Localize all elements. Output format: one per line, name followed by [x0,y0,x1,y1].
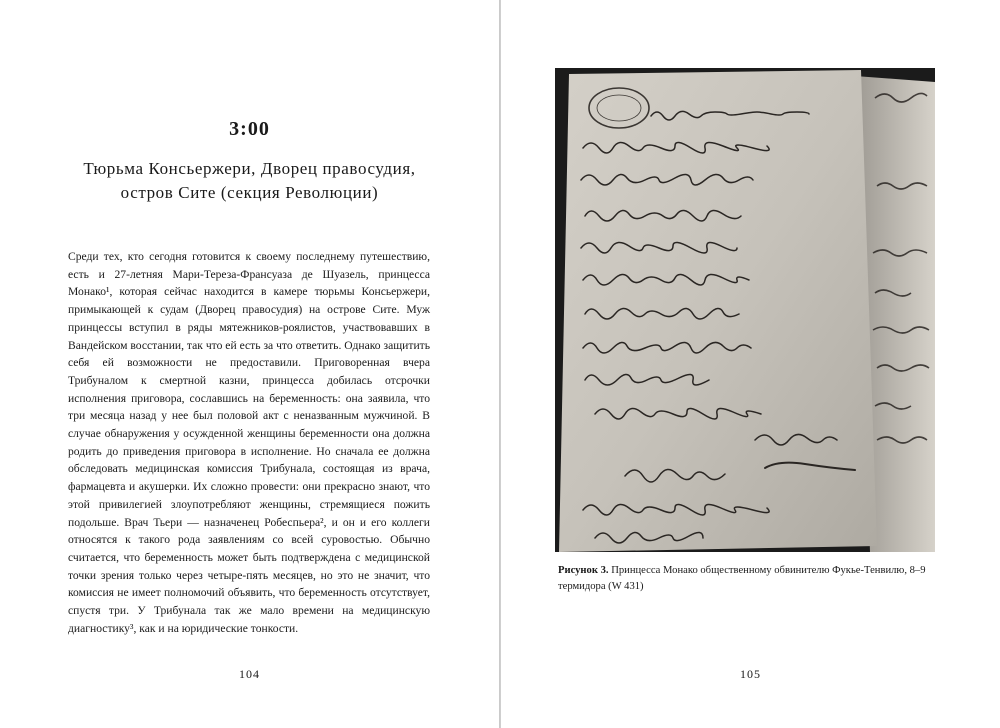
figure-label: Рисунок 3. [558,565,609,576]
chapter-subtitle-line2: остров Сите (секция Революции) [120,183,379,202]
chapter-subtitle-line1: Тюрьма Консьержери, Дворец правосудия, [83,159,416,178]
manuscript-illustration [555,68,935,552]
right-page [501,0,1000,728]
chapter-time-heading: 3:00 [229,118,270,140]
manuscript-letter-photo [555,68,935,552]
body-text [68,248,430,637]
left-page [0,0,499,728]
figure-caption-text: Принцесса Монако общественному обвинителю Фукье-Тенвилю, 8–9 термидора (W 431) [558,565,926,592]
page-number-left: 104 [239,667,260,681]
body-paragraph: Среди тех, кто сегодня готовится к своему последнему путешествию, есть и 27-летняя Мари-Тереза-Франсуаза де Шуазель, принцесса Монако¹, которая сейчас находится в камере тюрьмы Консьержери, примыкающей к судам (Дворец правосудия) на острове Сите. Муж принцессы вступил в ряды мятежников-роялистов, участвовавших в Вандейском восстании, так что ей есть за что ответить. Однако защитить себя ей возможности не предоставили. Приговоренная вчера Трибуналом к смертной казни, принцесса добилась отсрочки исполнения приговора, сославшись на беременность: она заявила, что три месяца назад у нее был половой акт с неназванным мужчиной. В случае обнаружения у осужденной женщины беременности она должна родить до приведения приговора в исполнение. Но сначала ее должна обследовать медицинская комиссия Трибунала, состоящая из врача, фармацевта и акушерки. Их сложно провести: они прекрасно знают, что этой привилегией злоупотребляют женщины, стремящиеся пожить подольше. Врач Тьери — назначенец Робеспьера², и он и его коллеги относятся к такого рода заявлениям со всей суровостью. Обычно считается, что беременность может быть подтверждена с медицинской точки зрения только через четыре-пять месяцев, но это не значит, что комиссия не имеет полномочий объявить, что беременность отсутствует, спустя три. У Трибунала так же мало времени на медицинскую диагностику³, как и на юридические тонкости. [68,250,430,635]
figure-caption [558,563,938,595]
page-number-right: 105 [740,667,761,681]
chapter-subtitle [60,157,439,205]
